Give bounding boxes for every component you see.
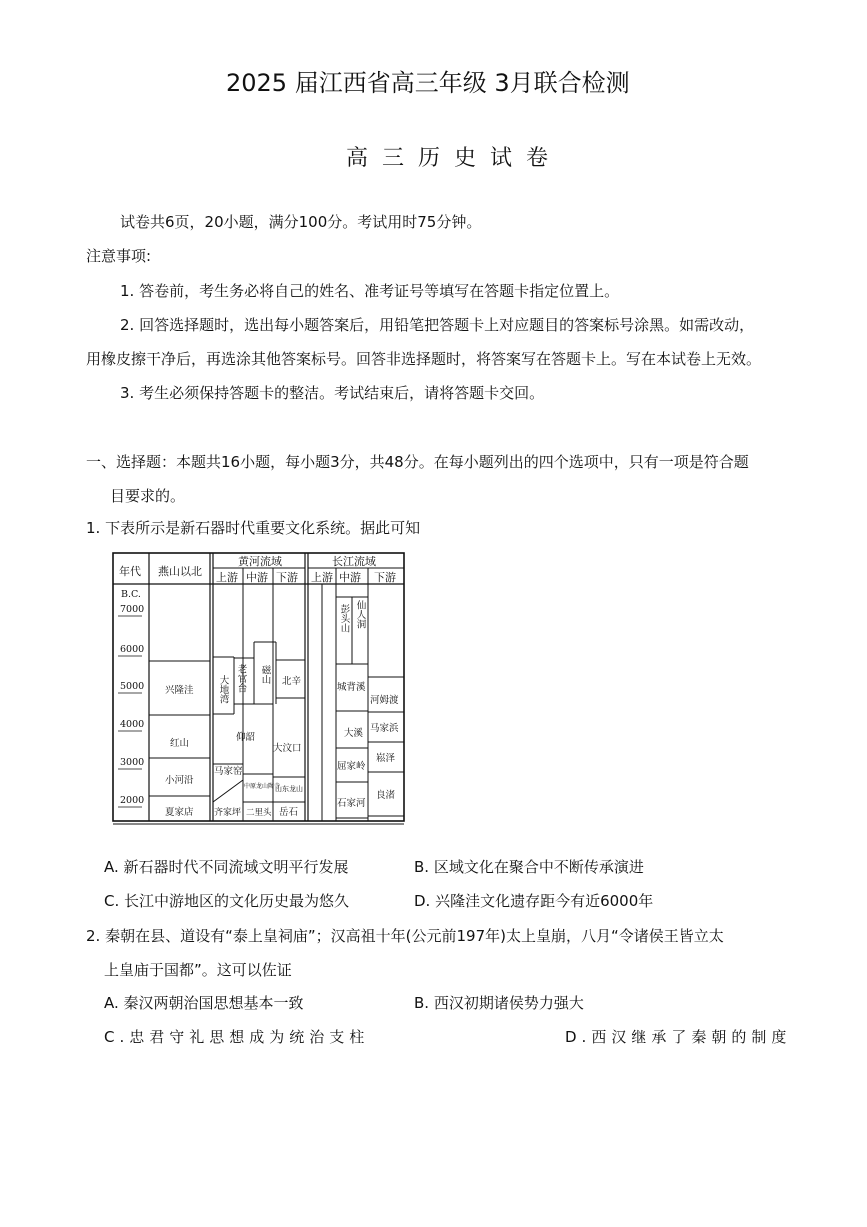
year-label: 4000 (120, 719, 145, 730)
culture-qijiaping: 齐家坪 (214, 808, 242, 818)
huanghe-upper-line (213, 780, 243, 802)
year-label: 5000 (120, 681, 145, 692)
year-label: B.C. (121, 589, 141, 600)
note-item-2-line-2: 用橡皮擦干净后，再选涂其他答案标号。回答非选择题时，将答案写在答题卡上。写在本试卷上无效。 (86, 350, 762, 368)
culture-daxi: 大溪 (344, 728, 364, 739)
culture-liangzhu: 良渚 (376, 790, 396, 801)
culture-hongshan: 红山 (170, 738, 190, 749)
exam-intro: 试卷共6页，20小题，满分100分。考试用时75分钟。 (120, 213, 482, 231)
year-label: 7000 (120, 604, 145, 615)
culture-laoguantai: 老官台 (235, 664, 247, 693)
question-1-option-d[interactable]: D. 兴隆洼文化遗存距今有近6000年 (414, 892, 654, 910)
culture-hemudu: 河姆渡 (370, 695, 399, 706)
year-label: 2000 (120, 795, 145, 806)
culture-zhongyuan-longshan: 中原龙山陶寺 (244, 783, 281, 790)
culture-chengbeixi: 城背溪 (337, 682, 366, 693)
culture-dawenkou: 大汶口 (273, 743, 302, 754)
culture-majiabang: 马家浜 (370, 723, 399, 734)
header-changjiang-lower: 下游 (374, 571, 396, 584)
notes-heading: 注意事项: (86, 247, 152, 265)
culture-songze: 崧泽 (376, 753, 396, 764)
question-2-option-b[interactable]: B. 西汉初期诸侯势力强大 (414, 994, 584, 1012)
note-item-1: 1. 答卷前，考生务必将自己的姓名、准考证号等填写在答题卡指定位置上。 (120, 282, 620, 300)
question-2-option-d[interactable]: D.西汉继承了秦朝的制度 (565, 1028, 792, 1046)
header-changjiang: 长江流域 (332, 555, 376, 568)
culture-qujialing: 屈家岭 (337, 761, 366, 772)
culture-xianrendong: 仙人洞 (354, 600, 366, 629)
note-item-3: 3. 考生必须保持答题卡的整洁。考试结束后，请将答题卡交回。 (120, 384, 545, 402)
culture-beixin: 北辛 (282, 676, 302, 687)
culture-shijiahe: 石家河 (337, 798, 366, 809)
question-1-option-b[interactable]: B. 区域文化在聚合中不断传承演进 (414, 858, 644, 876)
section-1-line-1: 一、选择题：本题共16小题，每小题3分，共48分。在每小题列出的四个选项中，只有一项是符合题 (86, 453, 749, 471)
question-2-option-c[interactable]: C.忠君守礼思想成为统治支柱 (104, 1028, 370, 1046)
culture-erlitou: 二里头 (246, 808, 272, 818)
question-1-option-a[interactable]: A. 新石器时代不同流域文明平行发展 (104, 858, 349, 876)
question-2-option-a[interactable]: A. 秦汉两朝治国思想基本一致 (104, 994, 304, 1012)
culture-system-table (112, 552, 406, 826)
culture-cishan: 磁山 (259, 665, 271, 684)
exam-subtitle: 高三历史试卷 (346, 146, 563, 171)
header-huanghe-lower: 下游 (276, 571, 298, 584)
header-huanghe-upper: 上游 (216, 571, 238, 584)
header-yanshan: 燕山以北 (158, 565, 202, 578)
header-changjiang-upper: 上游 (311, 571, 333, 584)
exam-title: 2025 届江西省高三年级 3月联合检测 (226, 69, 630, 97)
note-item-2-line-1: 2. 回答选择题时，选出每小题答案后，用铅笔把答题卡上对应题目的答案标号涂黑。如需改动， (120, 316, 755, 334)
question-1-option-c[interactable]: C. 长江中游地区的文化历史最为悠久 (104, 892, 350, 910)
question-2-stem-line-1: 2. 秦朝在县、道设有“泰上皇祠庙”；汉高祖十年(公元前197年)太上皇崩，八月“令诸侯王皆立太 (86, 927, 724, 945)
question-1-stem: 1. 下表所示是新石器时代重要文化系统。据此可知 (86, 519, 421, 537)
culture-pengtoushan: 彭头山 (338, 604, 350, 633)
question-2-stem-line-2: 上皇庙于国都”。这可以佐证 (104, 961, 292, 979)
culture-xinglongwa: 兴隆洼 (165, 685, 194, 696)
header-huanghe: 黄河流域 (238, 555, 282, 568)
culture-yueshi: 岳石 (279, 807, 299, 818)
culture-yangshao: 仰韶 (236, 732, 256, 743)
culture-shandong-longshan: 山东龙山 (275, 785, 303, 793)
header-changjiang-middle: 中游 (339, 571, 361, 584)
header-huanghe-middle: 中游 (246, 571, 268, 584)
culture-xiajiadian: 夏家店 (165, 807, 194, 818)
header-year: 年代 (119, 565, 141, 578)
culture-majiayao: 马家窑 (214, 766, 243, 777)
year-label: 6000 (120, 644, 145, 655)
section-1-line-2: 目要求的。 (110, 487, 186, 505)
culture-xiaoheyan: 小河沿 (165, 775, 194, 786)
culture-dadiwan: 大地湾 (217, 675, 229, 704)
year-label: 3000 (120, 757, 145, 768)
